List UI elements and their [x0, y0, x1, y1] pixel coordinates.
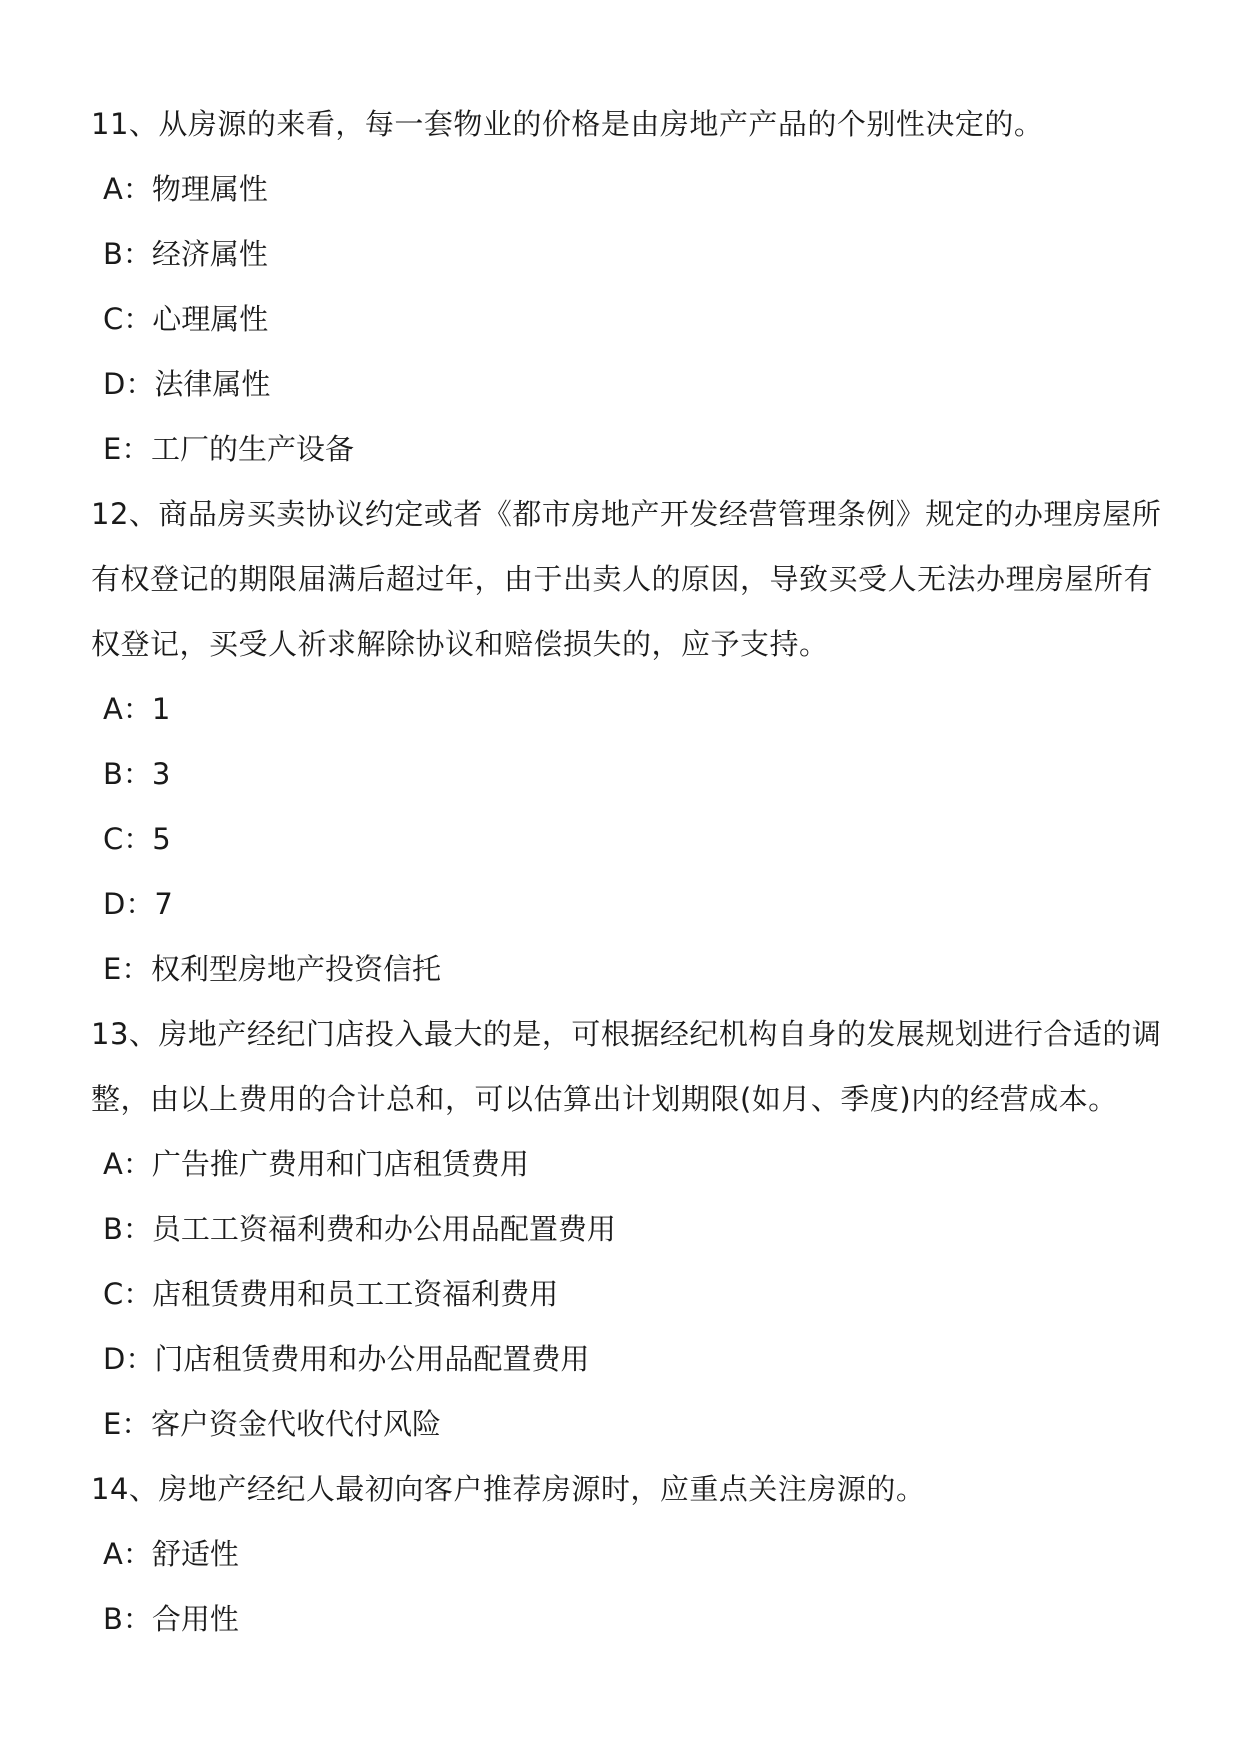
option-text: 5 — [152, 822, 171, 856]
question-line: 13、房地产经纪门店投入最大的是，可根据经纪机构自身的发展规划进行合适的调 — [91, 1017, 1162, 1051]
option-text: 权利型房地产投资信托 — [151, 952, 442, 986]
question-line: 12、商品房买卖协议约定或者《都市房地产开发经营管理条例》规定的办理房屋所 — [91, 497, 1162, 531]
option-letter: D： — [103, 1342, 155, 1376]
option-letter: B： — [103, 1212, 152, 1246]
option-text: 舒适性 — [151, 1537, 239, 1571]
option-letter: E： — [103, 432, 151, 466]
option-letter: A： — [103, 692, 152, 726]
option-d — [91, 352, 1161, 417]
question-12 — [91, 482, 1161, 1002]
option-c — [91, 1262, 1161, 1327]
question-text — [91, 1002, 1161, 1132]
question-text — [91, 92, 1161, 157]
option-text: 7 — [154, 887, 173, 921]
option-a — [91, 1522, 1161, 1587]
option-e — [91, 937, 1161, 1002]
option-letter: C： — [103, 302, 153, 336]
option-letter: C： — [103, 822, 153, 856]
option-a — [91, 1132, 1161, 1197]
option-text: 客户资金代收代付风险 — [151, 1407, 442, 1441]
option-text: 广告推广费用和门店租赁费用 — [151, 1147, 529, 1181]
option-letter: E： — [103, 1407, 151, 1441]
option-b — [91, 1587, 1161, 1652]
option-letter: A： — [103, 1147, 152, 1181]
question-13 — [91, 1002, 1161, 1457]
option-text: 经济属性 — [151, 237, 268, 271]
question-11 — [91, 92, 1161, 482]
option-letter: A： — [103, 172, 152, 206]
option-text: 物理属性 — [151, 172, 268, 206]
option-letter: B： — [103, 1602, 152, 1636]
question-line: 有权登记的期限届满后超过年，由于出卖人的原因，导致买受人无法办理房屋所有 — [91, 562, 1154, 596]
question-text — [91, 1457, 1161, 1522]
option-text: 门店租赁费用和办公用品配置费用 — [154, 1342, 590, 1376]
option-b — [91, 222, 1161, 287]
question-line: 整，由以上费用的合计总和，可以估算出计划期限(如月、季度)内的经营成本。 — [91, 1082, 1118, 1116]
option-d — [91, 1327, 1161, 1392]
question-text — [91, 482, 1161, 677]
option-d — [91, 872, 1161, 937]
document-page — [91, 92, 1161, 1652]
option-b — [91, 1197, 1161, 1262]
option-e — [91, 1392, 1161, 1457]
option-e — [91, 417, 1161, 482]
option-letter: B： — [103, 757, 152, 791]
option-text: 员工工资福利费和办公用品配置费用 — [151, 1212, 616, 1246]
option-text: 店租赁费用和员工工资福利费用 — [152, 1277, 559, 1311]
question-line: 11、从房源的来看，每一套物业的价格是由房地产产品的个别性决定的。 — [91, 107, 1044, 141]
option-c — [91, 287, 1161, 352]
option-letter: D： — [103, 887, 155, 921]
question-line: 权登记，买受人祈求解除协议和赔偿损失的，应予支持。 — [91, 627, 829, 661]
option-letter: D： — [103, 367, 155, 401]
option-b — [91, 742, 1161, 807]
option-text: 3 — [151, 757, 171, 791]
question-line: 14、房地产经纪人最初向客户推荐房源时，应重点关注房源的。 — [91, 1472, 926, 1506]
option-letter: A： — [103, 1537, 152, 1571]
question-14 — [91, 1457, 1161, 1652]
option-a — [91, 157, 1161, 222]
option-letter: E： — [103, 952, 151, 986]
option-text: 法律属性 — [154, 367, 271, 401]
option-text: 心理属性 — [152, 302, 269, 336]
option-letter: B： — [103, 237, 152, 271]
option-letter: C： — [103, 1277, 153, 1311]
option-text: 1 — [151, 692, 171, 726]
option-c — [91, 807, 1161, 872]
option-text: 工厂的生产设备 — [151, 432, 355, 466]
option-text: 合用性 — [151, 1602, 239, 1636]
option-a — [91, 677, 1161, 742]
